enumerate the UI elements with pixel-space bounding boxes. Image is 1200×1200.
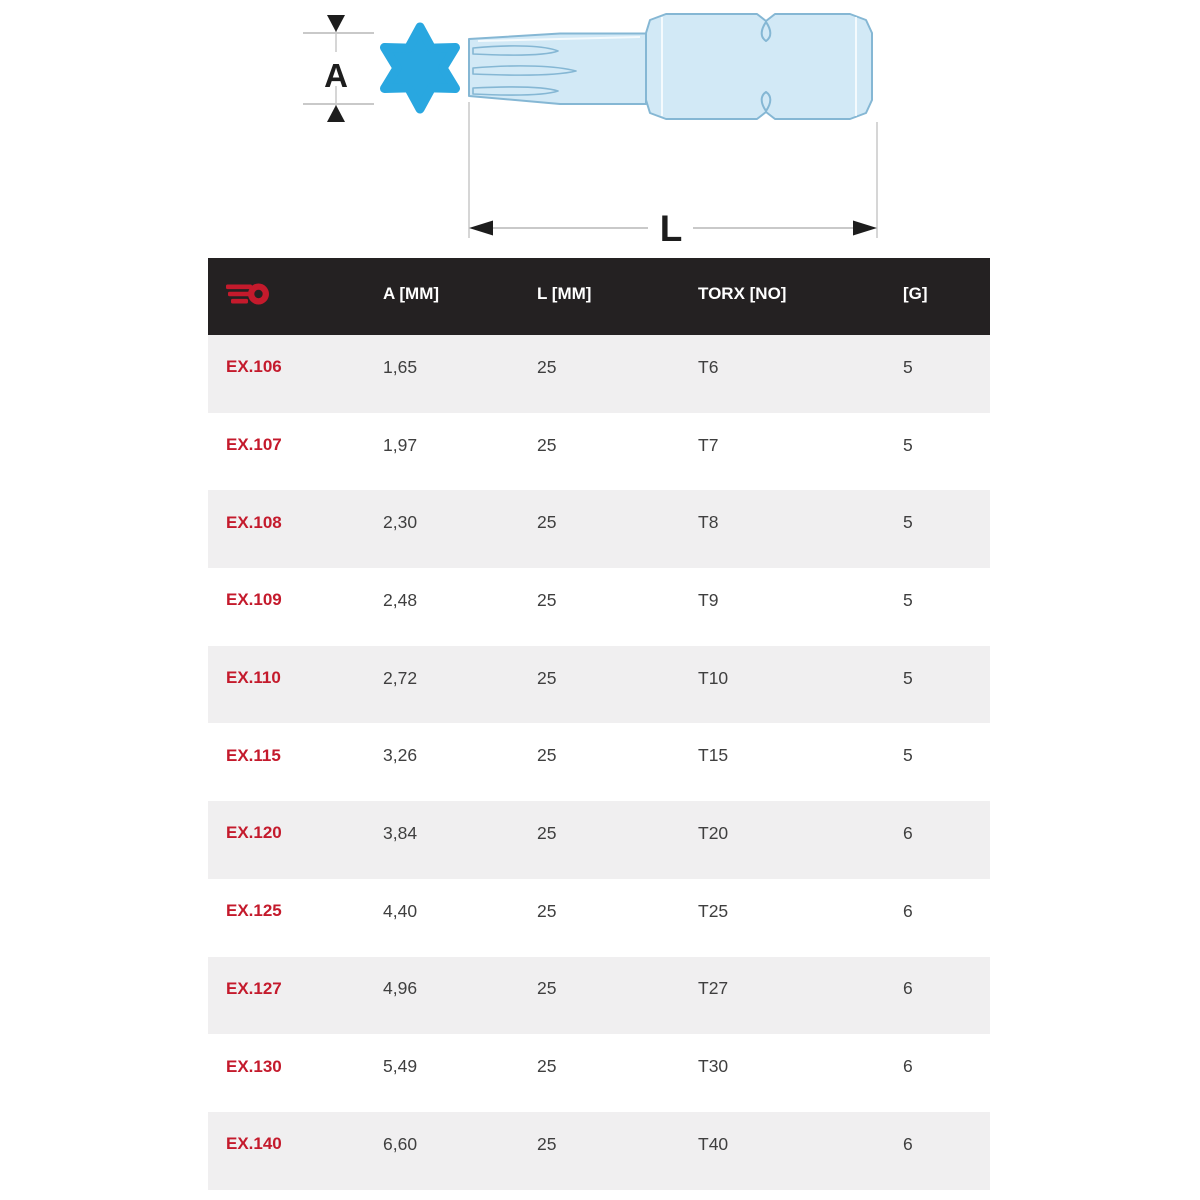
table-row — [208, 413, 990, 491]
cell-torx-no: T25 — [698, 900, 729, 921]
table-row — [208, 335, 990, 413]
cell-torx-no: T40 — [698, 1133, 729, 1154]
cell-torx-no: T6 — [698, 356, 719, 377]
arrow-left-icon — [469, 221, 493, 236]
cell-a-mm: 2,30 — [383, 512, 418, 533]
cell-a-mm: 1,65 — [383, 356, 418, 377]
cell-l-mm: 25 — [537, 1133, 557, 1154]
cell-ref: EX.110 — [226, 668, 281, 688]
brand-speed-logo-icon — [226, 281, 270, 307]
table-row — [208, 1034, 990, 1112]
cell-ref: EX.108 — [226, 512, 282, 532]
cell-g: 5 — [903, 434, 913, 455]
cell-a-mm: 1,97 — [383, 434, 418, 455]
cell-g: 5 — [903, 589, 913, 610]
cell-a-mm: 4,96 — [383, 978, 418, 999]
table-row — [208, 1112, 990, 1190]
table-row — [208, 723, 990, 801]
col-header-a-mm: A [MM] — [383, 283, 440, 303]
col-header-g: [G] — [903, 283, 928, 303]
cell-a-mm: 4,40 — [383, 900, 418, 921]
cell-g: 6 — [903, 978, 913, 999]
table-header-row — [208, 258, 990, 335]
cell-g: 5 — [903, 667, 913, 688]
dimension-l-label: L — [659, 208, 683, 249]
cell-l-mm: 25 — [537, 667, 557, 688]
spec-table — [208, 258, 990, 1190]
cell-ref: EX.140 — [226, 1134, 282, 1154]
table-row — [208, 879, 990, 957]
cell-ref: EX.130 — [226, 1056, 282, 1076]
cell-l-mm: 25 — [537, 589, 557, 610]
cell-torx-no: T10 — [698, 667, 729, 688]
cell-l-mm: 25 — [537, 822, 557, 843]
cell-l-mm: 25 — [537, 978, 557, 999]
cell-torx-no: T8 — [698, 512, 719, 533]
cell-ref: EX.120 — [226, 823, 282, 843]
cell-g: 5 — [903, 745, 913, 766]
cell-ref: EX.115 — [226, 745, 281, 765]
cell-a-mm: 6,60 — [383, 1133, 418, 1154]
cell-torx-no: T15 — [698, 745, 729, 766]
cell-g: 6 — [903, 1133, 913, 1154]
cell-g: 5 — [903, 356, 913, 377]
cell-ref: EX.107 — [226, 435, 282, 455]
arrow-up-icon — [327, 105, 345, 122]
cell-a-mm: 5,49 — [383, 1056, 418, 1077]
cell-l-mm: 25 — [537, 434, 557, 455]
cell-ref: EX.127 — [226, 978, 282, 998]
cell-l-mm: 25 — [537, 900, 557, 921]
cell-torx-no: T20 — [698, 822, 729, 843]
arrow-down-icon — [327, 15, 345, 32]
cell-l-mm: 25 — [537, 512, 557, 533]
cell-torx-no: T7 — [698, 434, 719, 455]
bit-side-view — [469, 14, 872, 119]
cell-torx-no: T30 — [698, 1056, 729, 1077]
torx-star-cross-section — [385, 27, 456, 109]
col-header-torx-no: TORX [NO] — [698, 283, 787, 303]
table-row — [208, 801, 990, 879]
dimension-l — [469, 102, 877, 249]
cell-torx-no: T9 — [698, 589, 719, 610]
arrow-right-icon — [853, 221, 877, 236]
table-row — [208, 490, 990, 568]
cell-g: 5 — [903, 512, 913, 533]
cell-a-mm: 3,84 — [383, 822, 418, 843]
cell-l-mm: 25 — [537, 1056, 557, 1077]
cell-l-mm: 25 — [537, 745, 557, 766]
cell-ref: EX.109 — [226, 590, 282, 610]
spec-table-body — [208, 335, 990, 1190]
brand-logo-cell — [208, 281, 383, 307]
dimension-a — [303, 15, 374, 122]
table-row — [208, 957, 990, 1035]
cell-g: 6 — [903, 900, 913, 921]
cell-torx-no: T27 — [698, 978, 729, 999]
cell-l-mm: 25 — [537, 356, 557, 377]
cell-g: 6 — [903, 822, 913, 843]
dimension-a-label: A — [324, 57, 348, 94]
cell-g: 6 — [903, 1056, 913, 1077]
cell-a-mm: 2,48 — [383, 589, 418, 610]
cell-ref: EX.125 — [226, 901, 282, 921]
bit-hex-end — [646, 14, 872, 119]
table-row — [208, 568, 990, 646]
cell-a-mm: 2,72 — [383, 667, 418, 688]
table-row — [208, 646, 990, 724]
torx-bit-technical-diagram — [0, 0, 1200, 255]
cell-ref: EX.106 — [226, 357, 282, 377]
col-header-l-mm: L [MM] — [537, 283, 592, 303]
cell-a-mm: 3,26 — [383, 745, 418, 766]
